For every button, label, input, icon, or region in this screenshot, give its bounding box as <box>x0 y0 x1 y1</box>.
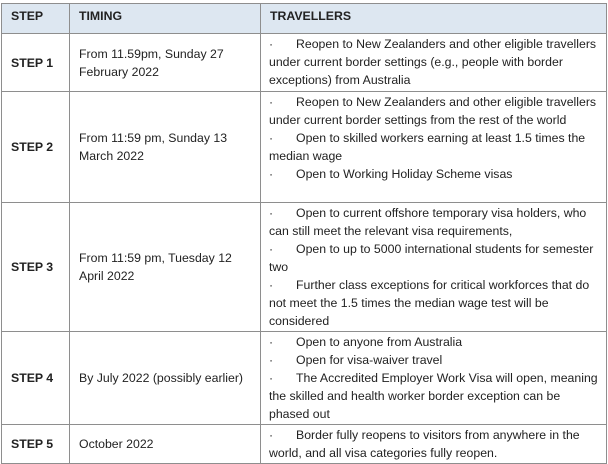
list-item: · Open for visa-waiver travel <box>269 353 443 367</box>
bullet-icon: · <box>269 167 274 181</box>
bullet-icon: · <box>269 242 274 256</box>
timing-cell: From 11:59 pm, Tuesday 12 April 2022 <box>70 203 261 332</box>
bullet-icon: · <box>269 131 274 145</box>
bullet-icon: · <box>269 353 274 367</box>
travellers-cell <box>261 92 607 203</box>
list-item: · Open to up to 5000 international students for semester two <box>269 242 594 274</box>
step-cell: STEP 3 <box>2 203 70 332</box>
header-step: STEP <box>2 4 70 34</box>
list-item: · Open to anyone from Australia <box>269 335 463 349</box>
bullet-icon: · <box>269 278 274 292</box>
list-item: · Open to Working Holiday Scheme visas <box>269 167 513 181</box>
table-header-row <box>2 4 607 34</box>
list-item: · Reopen to New Zealanders and other eligible travellers under current border settings from the rest of the world <box>269 95 597 127</box>
bullet-icon: · <box>269 206 274 220</box>
table-row <box>2 203 607 332</box>
list-item: · Open to current offshore temporary visa holders, who can still meet the relevant visa requirements, <box>269 206 587 238</box>
header-timing: TIMING <box>70 4 261 34</box>
timing-cell: From 11.59pm, Sunday 27 February 2022 <box>70 34 261 92</box>
travellers-cell <box>261 332 607 425</box>
travellers-cell <box>261 34 607 92</box>
timing-cell: October 2022 <box>70 425 261 464</box>
list-item: · The Accredited Employer Work Visa will open, meaning the skilled and health worker border exception can be phased out <box>269 371 598 421</box>
bullet-icon: · <box>269 335 274 349</box>
bullet-icon: · <box>269 37 274 51</box>
step-cell: STEP 2 <box>2 92 70 203</box>
bullet-icon: · <box>269 371 274 385</box>
list-item: · Further class exceptions for critical workforces that do not meet the 1.5 times the median wage test will be considered <box>269 278 590 328</box>
table-row <box>2 92 607 203</box>
list-item: · Reopen to New Zealanders and other eligible travellers under current border settings (e.g., people with border exceptions) from Australia <box>269 37 597 87</box>
bullet-icon: · <box>269 428 274 442</box>
step-cell: STEP 5 <box>2 425 70 464</box>
timing-cell: From 11:59 pm, Sunday 13 March 2022 <box>70 92 261 203</box>
list-item: · Border fully reopens to visitors from anywhere in the world, and all visa categories fully reopen. <box>269 428 580 460</box>
step-cell: STEP 4 <box>2 332 70 425</box>
border-reopening-table <box>1 3 607 464</box>
bullet-icon: · <box>269 95 274 109</box>
step-cell: STEP 1 <box>2 34 70 92</box>
header-travellers: TRAVELLERS <box>261 4 607 34</box>
timing-cell: By July 2022 (possibly earlier) <box>70 332 261 425</box>
table-row <box>2 332 607 425</box>
list-item: · Open to skilled workers earning at least 1.5 times the median wage <box>269 131 586 163</box>
table-row <box>2 34 607 92</box>
travellers-cell <box>261 203 607 332</box>
